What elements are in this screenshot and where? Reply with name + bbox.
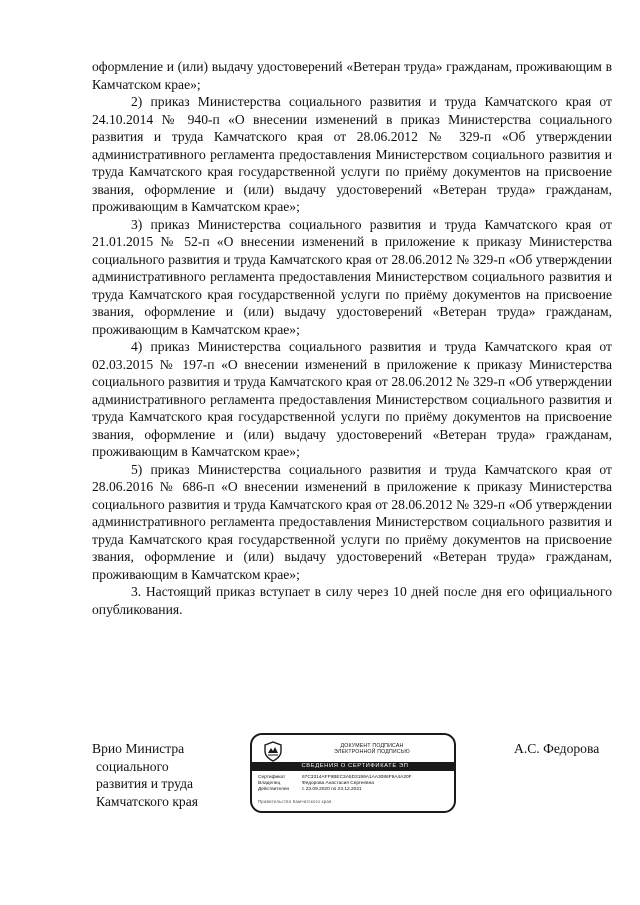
stamp-row-validity <box>258 787 454 793</box>
stamp-title-line: ЭЛЕКТРОННОЙ ПОДПИСЬЮ <box>334 749 410 756</box>
paragraph-item-3: 3) приказ Министерства социального развития и труда Камчатского края от 21.01.2015 № 52-п «О внесении изменений в приложение к приказу Министерства социального развития и труда Камчатского края от 28.06.2012 № 329-п «Об утверждении административного регламента предоставления Министерством социального развития и труда Камчатского края государственной услуги по приёму документов на присвоение звания, оформление и (или) выдачу удостоверений «Ветеран труда» гражданам, проживающим в Камчатском крае»; <box>92 216 612 337</box>
stamp-certificate-info <box>258 775 454 794</box>
coat-of-arms-icon <box>262 740 284 762</box>
paragraph-item-5: 5) приказ Министерства социального развития и труда Камчатского края от 28.06.2016 № 686-п «О внесении изменений в приложение к приказу Министерства социального развития и труда Камчатского края от 28.06.2012 № 329-п «Об утверждении административного регламента предоставления Министерством социального развития и труда Камчатского края государственной услуги по приёму документов на присвоение звания, оформление и (или) выдачу удостоверений «Ветеран труда» гражданам, проживающим в Камчатском крае»; <box>92 461 612 582</box>
stamp-value: с 23.09.2020 по 23.12.2021 <box>302 787 362 793</box>
signatory-name: А.С. Федорова <box>514 741 600 756</box>
position-line: Врио Министра <box>92 741 185 756</box>
paragraph-effective-date: 3. Настоящий приказ вступает в силу через 10 дней после дня его официального опубликования. <box>92 584 612 617</box>
stamp-title <box>292 743 452 756</box>
position-line: Камчатского края <box>96 793 199 809</box>
paragraph-item-2: 2) приказ Министерства социального развития и труда Камчатского края от 24.10.2014 № 940-п «О внесении изменений в приказ Министерства социального развития и труда Камчатского края от 28.06.2012 № 329-п «Об утверждении административного регламента предоставления Министерством социального развития и труда Камчатского края государственной услуги по приёму документов на присвоение звания, оформление и (или) выдачу удостоверений «Ветеран труда» гражданам, проживающим в Камчатском крае»; <box>92 94 612 214</box>
position-line: социального <box>96 758 169 774</box>
stamp-key: Владелец <box>258 781 281 787</box>
stamp-key: Сертификат <box>258 775 286 780</box>
signatory-position <box>92 740 198 810</box>
stamp-value: Федорова Анастасия Сергеевна <box>302 781 374 787</box>
stamp-key: Действителен <box>258 787 290 793</box>
position-line: развития и труда <box>96 776 194 791</box>
paragraph-item-4: 4) приказ Министерства социального развития и труда Камчатского края от 02.03.2015 № 197-п «О внесении изменений в приложение к приказу Министерства социального развития и труда Камчатского края от 28.06.2012 № 329-п «Об утверждении административного регламента предоставления Министерством социального развития и труда Камчатского края государственной услуги по приёму документов на присвоение звания, оформление и (или) выдачу удостоверений «Ветеран труда» гражданам, проживающим в Камчатском крае»; <box>92 339 612 459</box>
stamp-value: 67C3314AFF9BEC3A5D3199A1AA3086F9A4A20F <box>302 775 412 780</box>
document-body <box>92 58 612 618</box>
electronic-signature-stamp <box>250 733 456 813</box>
stamp-title-line: ДОКУМЕНТ ПОДПИСАН <box>340 743 404 749</box>
stamp-certificate-band: СВЕДЕНИЯ О СЕРТИФИКАТЕ ЭП <box>252 762 456 771</box>
paragraph-continuation: оформление и (или) выдачу удостоверений «Ветеран труда» гражданам, проживающим в Камчатском крае»; <box>92 59 612 92</box>
stamp-issuer-note: Правительство Камчатского края <box>258 799 332 804</box>
